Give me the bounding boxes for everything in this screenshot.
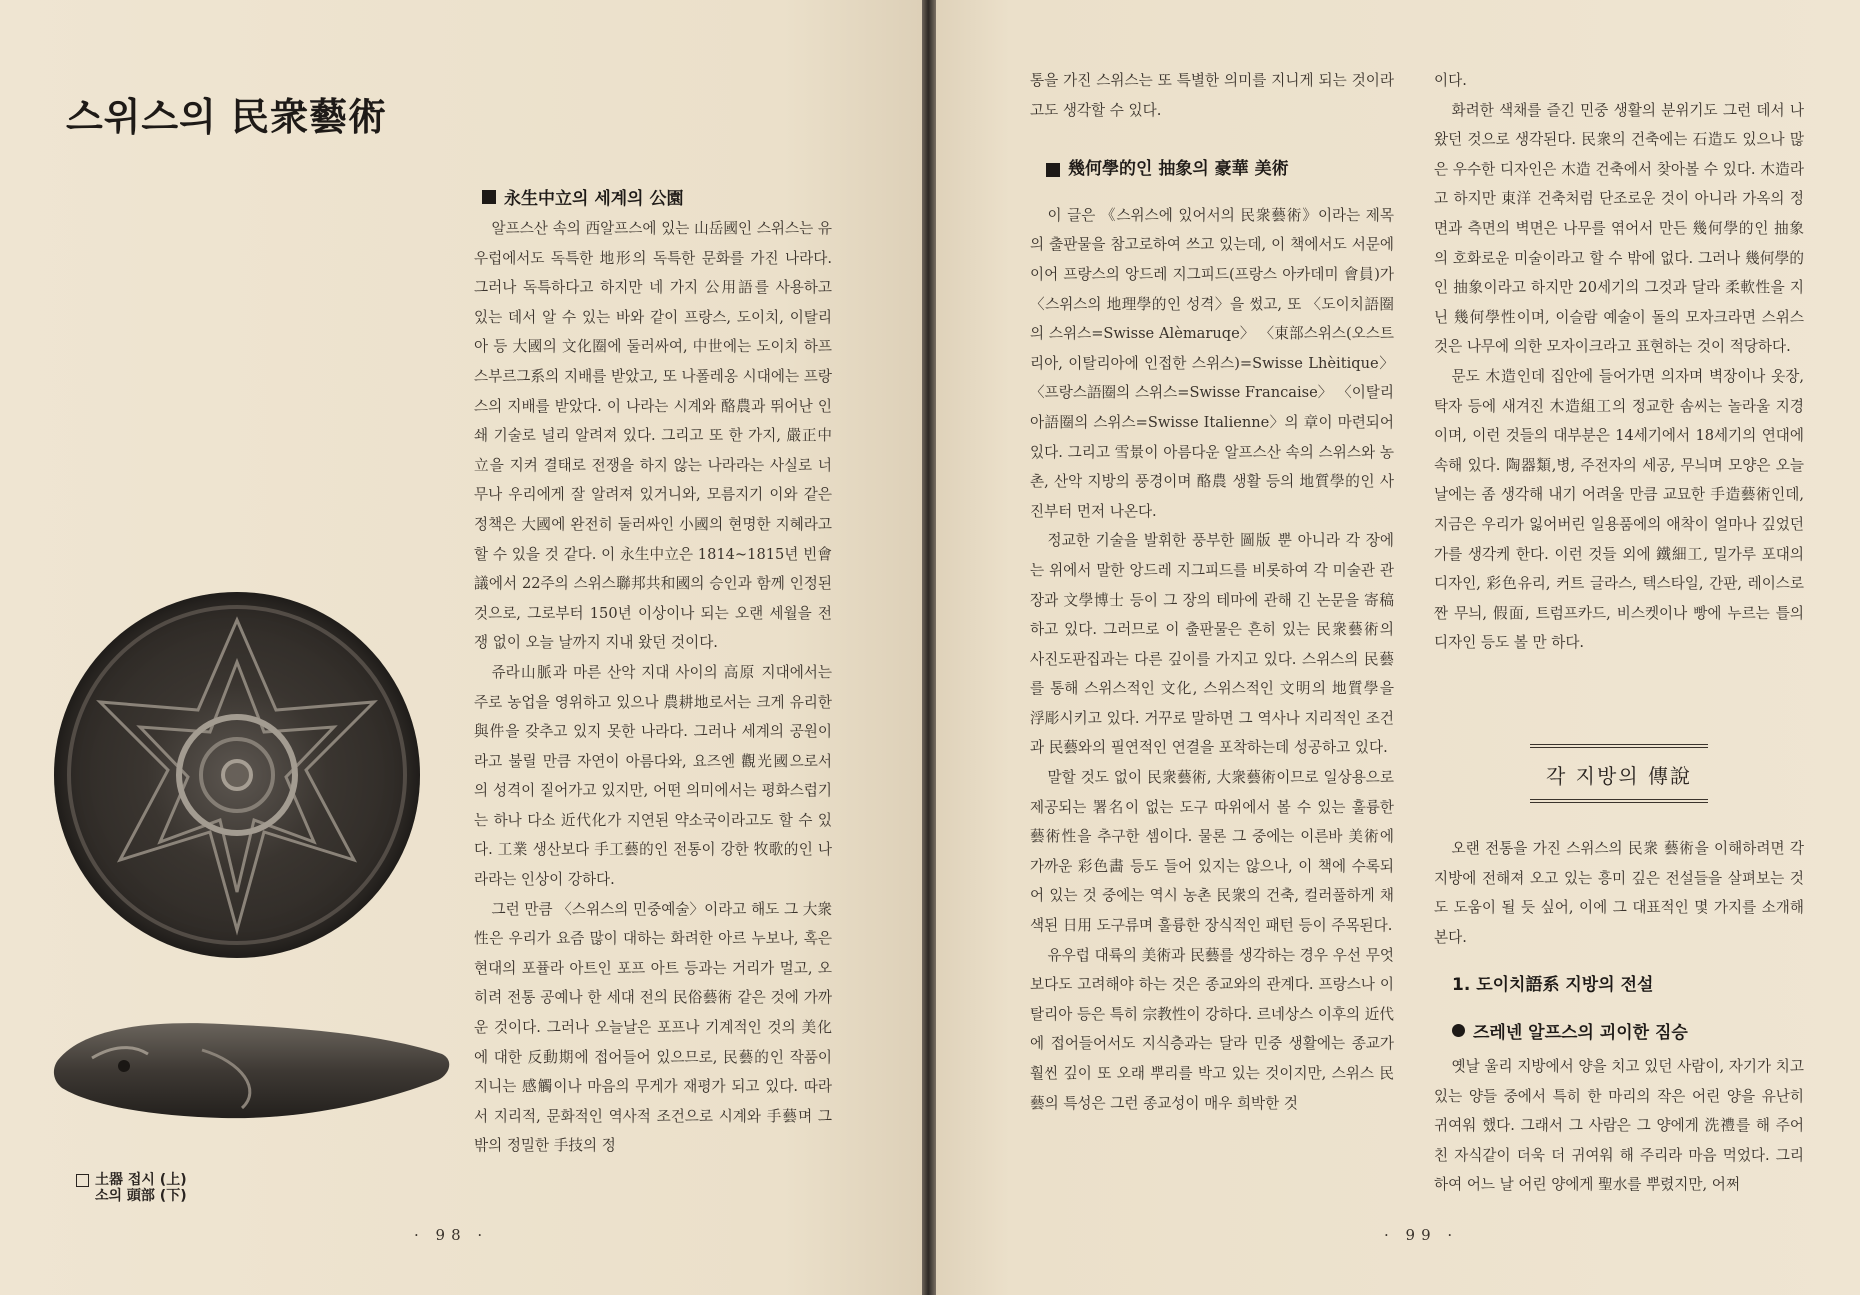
paragraph: 오랜 전통을 가진 스위스의 民衆 藝術을 이해하려면 각 지방에 전해져 오고 있는 흥미 깊은 전설들을 살펴보는 것도 도움이 될 듯 싶어, 이에 그 대표적인 몇 가지를 소개해 본다. [1434, 840, 1804, 946]
right-page [936, 0, 1860, 1295]
section-heading-neutral-park: 永生中立의 세계의 公園 [482, 184, 684, 209]
paragraph: 그런 만큼 〈스위스의 민중예술〉이라고 해도 그 大衆性은 우리가 요즘 많이 대하는 화려한 아르 누보나, 혹은 현대의 포퓰라 아트인 포프 아트 등과는 거리가 멀고, 오히려 전통 공예나 한 세대 전의 民俗藝術 같은 것에 가까운 것이다. 그러나 오늘날은 포프나 기계적인 것의 美化에 대한 反動期에 접어들어 있으므로, 民藝的인 작품이 지니는 感觸이나 마음의 무게가 재평가 되고 있다. 따라서 지리적, 문화적인 역사적 조건으로 시계와 手藝며 그 밖의 정밀한 手技의 정 [474, 900, 832, 1155]
heading-rule-bottom [1530, 799, 1708, 803]
right-text-column-2-lower [1434, 834, 1804, 952]
paragraph: 말할 것도 없이 民衆藝術, 大衆藝術이므로 일상용으로 제공되는 署名이 없는 도구 따위에서 볼 수 있는 훌륭한 藝術性을 추구한 셈이다. 물론 그 중에는 이른바 美術에 가까운 彩色畵 등도 들어 있지는 않으나, 이 책에 수록되어 있는 것 중에는 역시 농촌 民衆의 건축, 컬러풀하게 채색된 日用 도구류며 훌륭한 장식적인 패턴 등이 주목된다. [1030, 769, 1394, 935]
figure-caption: 土器 접시 (上) 소의 頭部 (下) [76, 1172, 187, 1204]
caption-box-icon [76, 1174, 89, 1187]
page-number: · 99 · [1384, 1226, 1459, 1244]
book-gutter [922, 0, 936, 1295]
section-heading-legends: 각 지방의 傳說 [1530, 744, 1708, 803]
page-number: · 98 · [414, 1226, 489, 1244]
right-text-column-2 [1434, 66, 1804, 658]
chapter-title: 스위스의 民衆藝術 [66, 95, 388, 139]
square-bullet-icon [1046, 163, 1060, 177]
paragraph: 이 글은 《스위스에 있어서의 民衆藝術》이라는 제목의 출판물을 참고로하여 쓰고 있는데, 이 책에서도 서문에 이어 프랑스의 앙드레 지그피드(프랑스 아카데미 會員)가 〈스위스의 地理學的인 성격〉을 썼고, 또 〈도이치語圈의 스위스=Swisse Alèmaruqe〉 〈東部스위스(오스트리아, 이탈리아에 인접한 스위스)=Swisse Lhèitique〉 〈프랑스語圈의 스위스=Swisse Francaise〉 〈이탈리아語圈의 스위스=Swisse Italienne〉의 章이 마련되어 있다. 그리고 雪景이 아름다운 알프스산 속의 스위스와 농촌, 산악 지방의 풍경이며 酪農 생활 등의 地質學的인 사진부터 먼저 나온다. [1030, 206, 1394, 520]
right-text-column-2-final [1434, 1052, 1804, 1200]
paragraph: 알프스산 속의 西알프스에 있는 山岳國인 스위스는 유우럽에서도 독특한 地形의 독특한 문화를 가진 나라다. 그러나 독특하다고 하지만 네 가지 公用語를 사용하고 있는 데서 알 수 있는 바와 같이 프랑스, 도이치, 이탈리아 등 大國의 文化圈에 둘러싸여, 中世에는 도이치 하프스부르그系의 지배를 받았고, 또 나폴레옹 시대에는 프랑스의 지배를 받았다. 이 나라는 시계와 酪農과 뛰어난 인쇄 기술로 널리 알려져 있다. 그리고 또 한 가지, 嚴正中立을 지켜 결태로 전쟁을 하지 않는 나라라는 사실로 너무나 우리에게 잘 알려져 있거니와, 모름지기 이와 같은 정책은 大國에 완전히 둘러싸인 小國의 현명한 지혜라고 할 수 있을 것 같다. 이 永生中立은 1814~1815년 빈會議에서 22주의 스위스聯邦共和國의 승인과 함께 인정된 것으로, 그로부터 150년 이상이나 되는 오랜 세월을 전쟁 없이 오늘 날까지 지내 왔던 것이다. [474, 220, 832, 652]
cow-head-sculpture-photo [52, 1010, 456, 1128]
right-text-column-1 [1030, 66, 1394, 1118]
paragraph: 통을 가진 스위스는 또 특별한 의미를 지니게 되는 것이라고도 생각할 수 있다. [1030, 72, 1394, 119]
subsubsection-heading-strange-beast: 즈레넨 알프스의 괴이한 짐승 [1452, 1018, 1688, 1043]
left-page [0, 0, 922, 1295]
paragraph: 이다. [1434, 72, 1467, 89]
paragraph: 문도 木造인데 집안에 들어가면 의자며 벽장이나 옷장, 탁자 등에 새겨진 木造組工의 정교한 솜씨는 놀라울 지경이며, 이런 것들의 대부분은 14세기에서 18세기의 연대에 속해 있다. 陶器類,병, 주전자의 세공, 무늬며 모양은 오늘날에는 좀 생각해 내기 어려울 만큼 교묘한 手造藝術인데, 지금은 우리가 잃어버린 일용품에의 애착이 얼마나 깊었던가를 생각케 한다. 이런 것들 외에 鐵細工, 밀가루 포대의 디자인, 彩色유리, 커트 글라스, 텍스타일, 간판, 레이스로 짠 무늬, 假面, 트럼프카드, 비스켓이나 빵에 누르는 틀의 디자인 등도 볼 만 하다. [1434, 367, 1804, 652]
paragraph: 화려한 색채를 즐긴 민중 생활의 분위기도 그런 데서 나왔던 것으로 생각된다. 民衆의 건축에는 石造도 있으나 많은 우수한 디자인은 木造 건축에서 찾아볼 수 있다. 木造라고 하지만 東洋 건축처럼 단조로운 것이 아니라 가옥의 정면과 측면의 벽면은 나무를 엮어서 만든 幾何學的인 抽象의 호화로운 미술이라고 할 수 밖에 없다. 그러나 幾何學的인 抽象이라고 하지만 20세기의 그것과 달라 柔軟性을 지닌 幾何學性이며, 이슬람 예술이 돌의 모자크라면 스위스 것은 나무에 의한 모자이크라고 표현하는 것이 적당하다. [1434, 101, 1804, 356]
left-text-column [474, 214, 832, 1161]
square-bullet-icon [482, 190, 496, 204]
paragraph: 유우럽 대륙의 美術과 民藝를 생각하는 경우 우선 무엇보다도 고려해야 하는 것은 종교와의 관계다. 프랑스나 이탈리아 등은 특히 宗教性이 강하다. 르네상스 이후의 近代에 접어들어서도 지식층과는 달라 민중 생활에는 종교가 훨씬 깊이 또 오래 뿌리를 박고 있는 것이지만, 스위스 民藝의 특성은 그런 종교성이 매우 희박한 것 [1030, 946, 1394, 1112]
paragraph: 옛날 울리 지방에서 양을 치고 있던 사람이, 자기가 치고 있는 양들 중에서 특히 한 마리의 작은 어린 양을 유난히 귀여워 했다. 그래서 그 사람은 그 양에게 洗禮를 해 주어 친 자식같이 더욱 더 귀여워 해 주리라 마음 먹었다. 그리하여 어느 날 어린 양에게 聖水를 뿌렸지만, 어쩌 [1434, 1058, 1804, 1194]
section-heading-geometric: 幾何學的인 抽象의 豪華 美術 [1046, 155, 1394, 185]
paragraph: 정교한 기술을 발휘한 풍부한 圖版 뿐 아니라 각 장에는 위에서 말한 앙드레 지그피드를 비롯하여 각 미술관 관장과 文學博士 등이 그 장의 테마에 관해 긴 논문을 寄稿하고 있다. 그러므로 이 출판물은 흔히 있는 民衆藝術의 사진도판집과는 다른 깊이를 가지고 있다. 스위스의 民藝를 통해 스위스적인 文化, 스위스적인 文明의 地質學을 浮彫시키고 있다. 거꾸로 말하면 그 역사나 지리적인 조건과 民藝와의 필연적인 연결을 포착하는데 성공하고 있다. [1030, 532, 1394, 757]
subsection-heading-german-legends: 1. 도이치語系 지방의 전설 [1452, 975, 1654, 995]
earthenware-plate-photo [54, 592, 420, 958]
circle-bullet-icon [1452, 1024, 1465, 1037]
paragraph: 쥬라山脈과 마른 산악 지대 사이의 高原 지대에서는 주로 농업을 영위하고 있으나 農耕地로서는 크게 유리한 與件을 갖추고 있지 못한 나라다. 그러나 세계의 공원이라고 불릴 만큼 자연이 아름다와, 요즈엔 觀光國으로서의 성격이 짙어가고 있지만, 어떤 의미에서는 평화스럽기는 하나 다소 近代化가 지연된 약소국이라고도 할 수 있다. 工業 생산보다 手工藝的인 전통이 강한 牧歌的인 나라라는 인상이 강하다. [474, 663, 832, 889]
